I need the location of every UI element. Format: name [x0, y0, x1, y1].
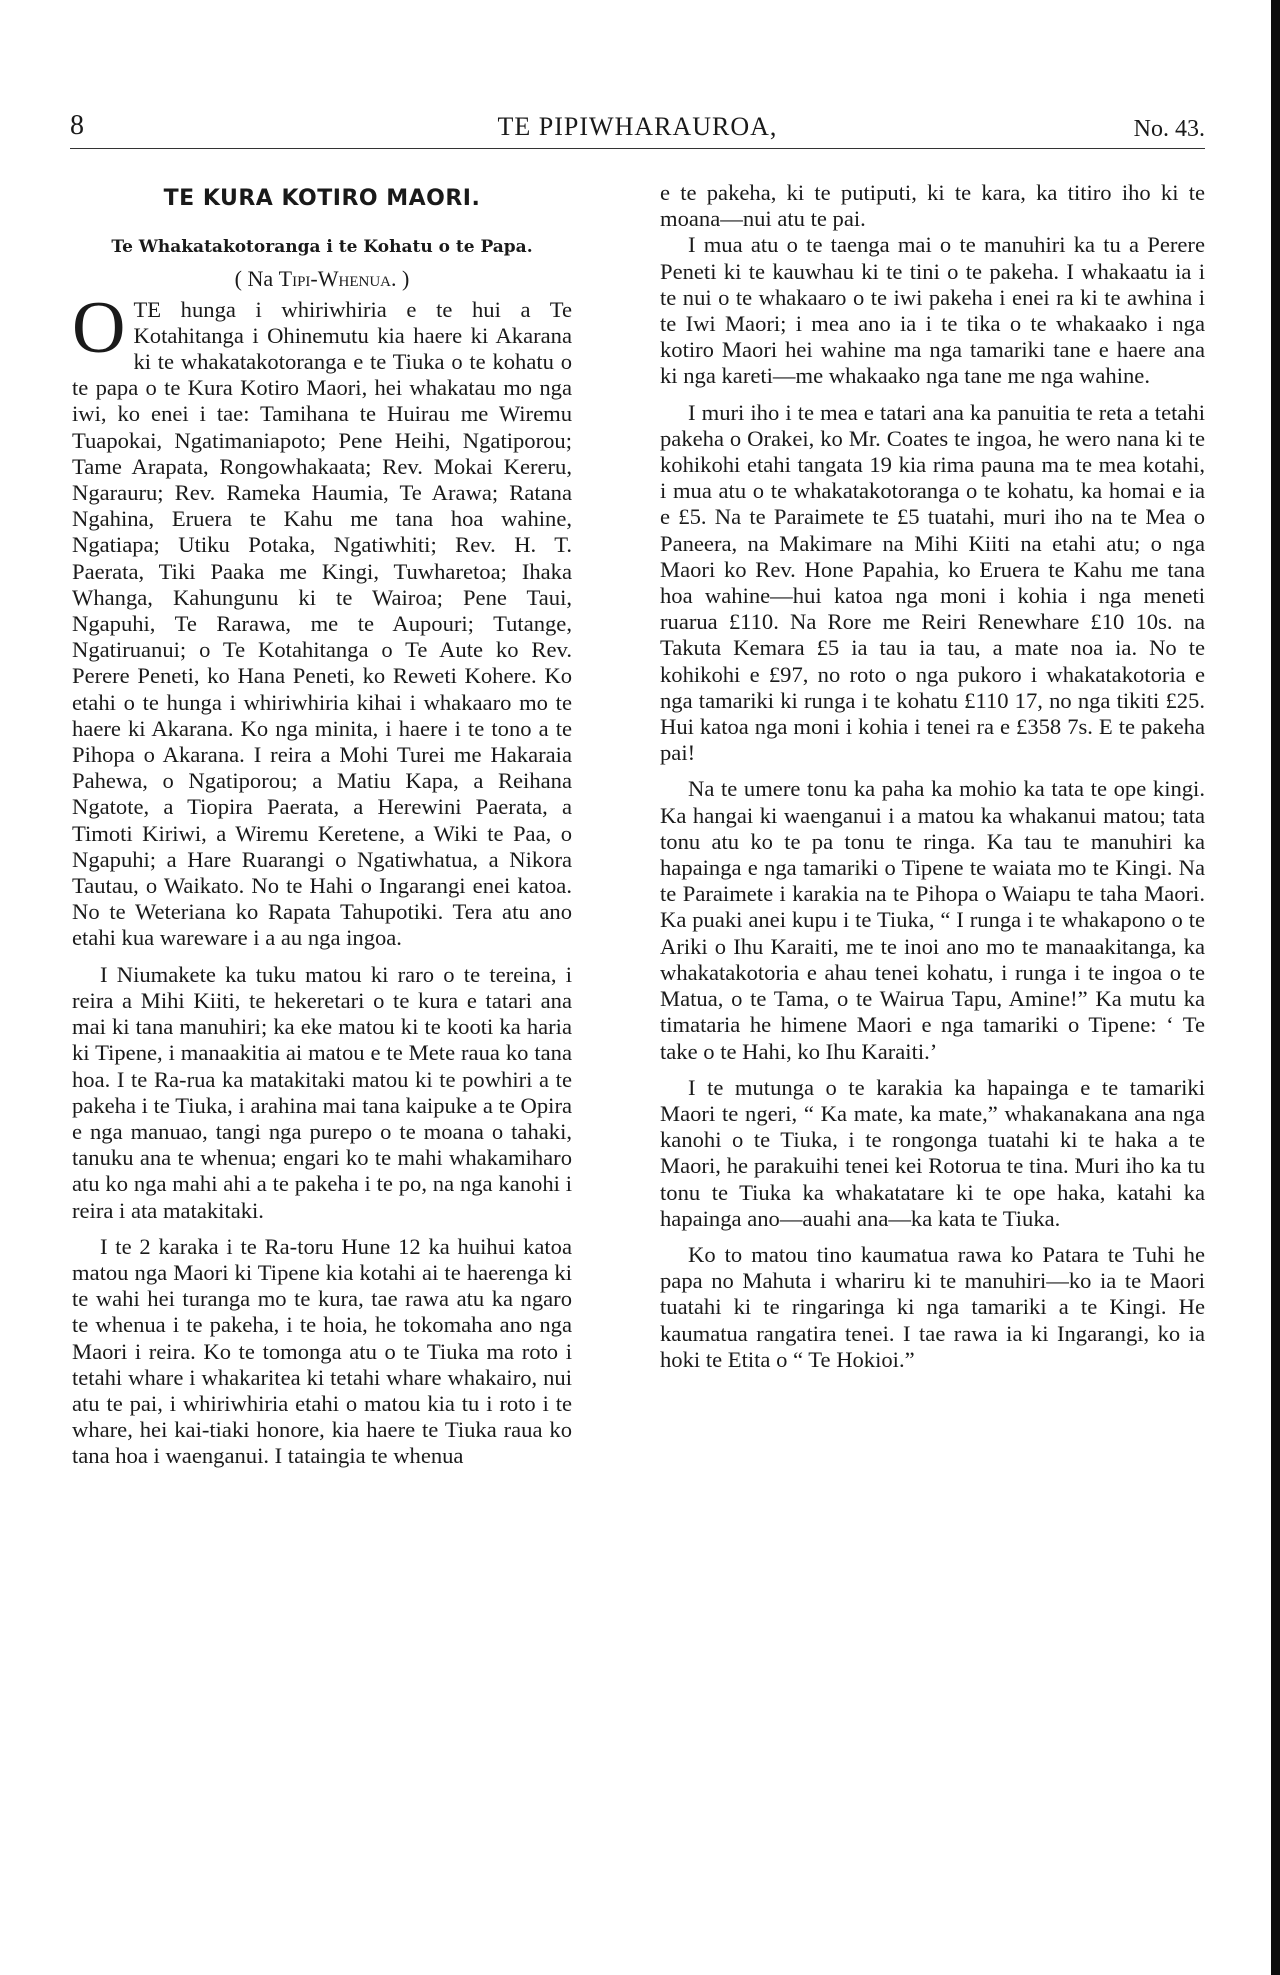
paragraph: I muri iho i te mea e tatari ana ka panuitia te reta a tetahi pakeha o Orakei, ko Mr. Coates te ingoa, he wero nana ki te kohikohi etahi tangata 19 kia rima pauna ma te mea kotahi, i mua atu o te whakatakotoranga o te kohatu, ka homai e ia e £5. Na te Paraimete te £5 tuatahi, muri iho na te Mea o Paneera, na Makimare na Mihi Kiiti na etahi atu; o nga Maori ko Rev. Hone Papahia, ko Eruera te Kahu me tana hoa wahine—hui katoa nga moni i kohia i nga meneti ruarua £110. Na Rore me Reiri Renewhare £10 10s. na Takuta Kemara £5 ia tau ia tau, a mate noa ia. No te kohikohi e £97, no roto o nga pukoro i whakatakotoria e nga tamariki ki runga i te kohatu £110 17, no nga tikiti £25. Hui katoa nga moni i kohia i tenei ra e £358 7s. E te pakeha pai! — [660, 399, 1205, 766]
drop-cap: O — [72, 286, 126, 369]
page-number: 8 — [70, 110, 84, 141]
byline-suffix: . ) — [391, 266, 410, 292]
header-rule — [70, 148, 1205, 149]
paragraph: I Niumakete ka tuku matou ki raro o te tereina, i reira a Mihi Kiiti, te hekeretari o te kura e tatari ana mai ki tana manuhiri; ka eke matou ki te kooti ka haria ki Tipene, i manaakitia ai matou e te Mete raua ko tana hoa. I te Ra-rua ka matakitaki matou ki te powhiri a te pakeha i te Tiuka, i arahina mai tana kaipuke a te Opira e nga manuao, tangi nga purepo o te moana o tahaki, tanuku ana te whenua; engari ko te mahi whakamiharo atu ko nga mahi ahi a te pakeha i te po, na nga kanohi i reira i ata matakitaki. — [72, 961, 572, 1223]
paragraph — [72, 286, 572, 952]
paragraph: Na te umere tonu ka paha ka mohio ka tata te ope kingi. Ka hangai ki waenganui i a matou ka whakanui matou; tata tonu atu ko te pa tonu te ringa. Ka tau te manuhiri ka hapainga e nga tamariki o Tipene te waiata mo te Kingi. Na te Paraimete i karakia na te Pihopa o Waiapu te taha Maori. Ka puaki anei kupu i te Tiuka, “ I runga i te whakapono o te Ariki o Ihu Karaiti, me te inoi ano mo te manaakitanga, ka whakatakotoria e ahau tenei kohatu, i runga i te ingoa o te Matua, o te Tama, o te Wairua Tapu, Amine!” Ka mutu ka timataria he himene Maori e nga tamariki o Tipene: ‘ Te take o te Hahi, ko Ihu Karaiti.’ — [660, 776, 1205, 1064]
paragraph: I te mutunga o te karakia ka hapainga e te tamariki Maori te ngeri, “ Ka mate, ka mate,” whakanakana ana nga kanohi o te Tiuka, i te rongonga tuatahi ki te haka a te Maori, he parakuihi tenei kei Rotorua te tina. Muri iho ka tu tonu te Tiuka ka whakatatare ki te ope haka, katahi ka hapainga ano—auahi ana—ka kata te Tiuka. — [660, 1074, 1205, 1231]
byline-author: Tipi-Whenua — [278, 266, 391, 292]
article-subtitle: Te Whakatakotoranga i te Kohatu o te Papa. — [111, 237, 533, 258]
article-title: TE KURA KOTIRO MAORI. — [163, 186, 481, 211]
paragraph: I te 2 karaka i te Ra-toru Hune 12 ka huihui katoa matou nga Maori ki Tipene kia kotahi ai te haerenga ki te wahi hei turanga mo te kura, tae rawa atu ka ngaro te whenua i te pakeha, i te hoia, he tokomaha ano nga Maori i reira. Ko te tomonga atu o te Tiuka ma roto i tetahi whare i whakaritea ki tetahi whare whakairo, nui atu te pai, i whiriwhiria etahi o matou kia tu i roto i te whare, hei kai-tiaki honore, kia haere te Tiuka raua ko tana hoa i waenganui. I tataingia te whenua — [72, 1233, 572, 1469]
publication-title: TE PIPIWHARAUROA, — [497, 112, 778, 141]
issue-number: No. 43. — [1133, 116, 1205, 142]
paragraph-text: TE hunga i whiriwhiria e te hui a Te Kotahitanga i Ohinemutu kia haere ki Akarana ki te whakatakotoranga e te Tiuka o te kohatu o te papa o te Kura Kotiro Maori, hei whakatau mo nga iwi, ko enei i tae: Tamihana te Huirau me Wiremu Tuapokai, Ngatimaniapoto; Pene Heihi, Ngatiporou; Tame Arapata, Rongowhakaata; Rev. Mokai Kereru, Ngarauru; Rev. Rameka Haumia, Te Arawa; Ratana Ngahina, Eruera te Kahu me tana hoa wahine, Ngatiapa; Utiku Potaka, Ngatiwhiti; Rev. H. T. Paerata, Tiki Paaka me Kingi, Tuwharetoa; Ihaka Whanga, Kahungunu ki te Wairoa; Pene Taui, Ngapuhi, Te Rarawa, me te Aupouri; Tutange, Ngatiruanui; o Te Kotahitanga o Te Aute ko Rev. Perere Peneti, ko Hana Peneti, ko Reweti Kohere. Ko etahi o te hunga i whiriwhiria kihai i whakaaro mo te haere ki Akarana. Ko nga minita, i haere i te tono a te Pihopa o Akarana. I reira a Mohi Turei me Hakaraia Pahewa, o Ngatiporou; a Matiu Kapa, a Reihana Ngatote, a Tiopira Paerata, a Herewini Paerata, a Timoti Kiriwi, a Wiremu Keretene, a Wiki te Paa, o Ngapuhi; a Hare Ruarangi o Ngatiwhatua, a Nikora Tautau, o Waikato. No te Hahi o Ingarangi enei katoa. No te Weteriana ko Rapata Tahupotiki. Tera atu ano etahi kua wareware i a au nga ingoa. — [72, 296, 572, 951]
article-byline — [72, 266, 572, 292]
page-header — [70, 110, 1205, 150]
paragraph: I mua atu o te taenga mai o te manuhiri ka tu a Perere Peneti ki te kauwhau ki te tini o te pakeha. I whakaatu ia i te nui o te whakaaro o te iwi pakeha i enei ra ki te awhina i te Iwi Maori; i mea ano ia i te tika o te whakaako i nga kotiro Maori hei wahine ma nga tamariki tane e haere ana ki nga kareti—me whakaako nga tane me nga wahine. — [660, 232, 1205, 389]
scan-border — [1271, 0, 1280, 1975]
left-column — [72, 180, 572, 1470]
right-column — [660, 180, 1205, 1373]
byline-prefix: ( Na — [234, 266, 279, 292]
paragraph: e te pakeha, ki te putiputi, ki te kara, ka titiro iho ki te moana—nui atu te pai. — [660, 180, 1205, 232]
paragraph: Ko to matou tino kaumatua rawa ko Patara te Tuhi he papa no Mahuta i whariru ki te manuhiri—ko ia te Maori tuatahi ki te ringaringa ki nga tamariki a te Kingi. He kaumatua rangatira tenei. I tae rawa ia ki Ingarangi, ko ia hoki te Etita o “ Te Hokioi.” — [660, 1241, 1205, 1372]
